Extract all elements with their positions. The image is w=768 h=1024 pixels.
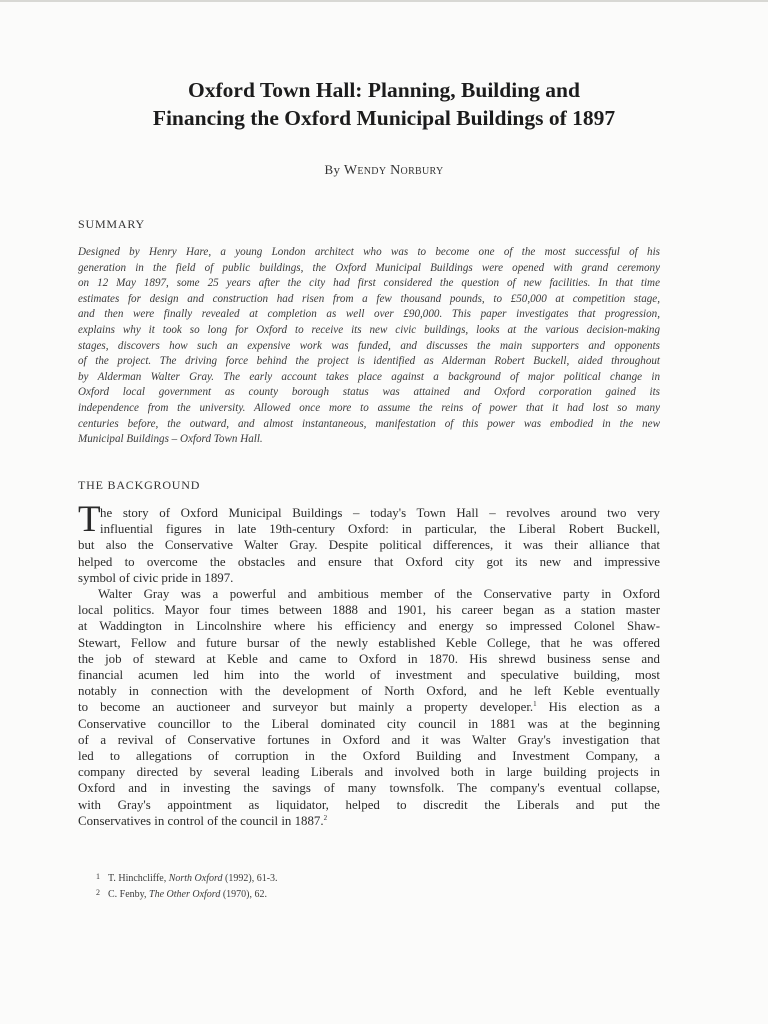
footnote-book-title: The Other Oxford: [149, 888, 221, 900]
summary-line: by Alderman Walter Gray. The early account takes place against a background of major political change in: [78, 370, 660, 383]
summary-abstract: [78, 245, 660, 448]
summary-line: Designed by Henry Hare, a young London architect who was to become one of the most successful of his: [78, 246, 660, 258]
title-line-1: Oxford Town Hall: Planning, Building and: [188, 78, 580, 102]
summary-line: Municipal Buildings – Oxford Town Hall.: [78, 433, 263, 446]
body-line: influential figures in late 19th-century Oxford: in particular, the Liberal Robert Buckell,: [100, 522, 660, 537]
body-line: helped to overcome the obstacles and ensure that Oxford city got its new and impressive: [78, 554, 660, 569]
footnote-number: 2: [96, 887, 100, 897]
body-line: Conservative councillor to the Liberal dominated city council in 1881 was at the beginning: [78, 716, 660, 731]
author-name: Wendy Norbury: [343, 163, 444, 178]
body-line: Stewart, Fellow and future bursar of the newly established Keble College, that he was offered: [78, 635, 660, 650]
summary-line: estimates for design and construction had risen from a few thousand pounds, to £50,000 at competition stage,: [78, 292, 660, 305]
body-line: symbol of civic pride in 1897.: [78, 570, 234, 585]
body-line: led to allegations of corruption in the Oxford Building and Investment Company, a: [78, 749, 660, 764]
body-line: but also the Conservative Walter Gray. Despite political differences, it was their alliance that: [78, 538, 660, 553]
footnote-ref-1[interactable]: 1: [533, 700, 537, 709]
summary-line: of the project. The driving force behind the project is identified as Alderman Robert Buckell, aided throughout: [78, 355, 660, 368]
body-line: with Gray's appointment as liquidator, helped to discredit the Liberals and put the: [78, 797, 660, 812]
body-line-text: to become an auctioneer and surveyor but mainly a property developer.: [78, 700, 534, 715]
body-line: Walter Gray was a powerful and ambitious member of the Conservative party in Oxford: [98, 587, 660, 602]
summary-line: on 12 May 1897, some 25 years after the city had first considered the question of new facilities. In that time: [78, 277, 660, 290]
body-line-with-note: [78, 699, 660, 715]
body-line: he story of Oxford Municipal Buildings – today's Town Hall – revolves around two very: [100, 506, 660, 520]
summary-line: centuries before, the outward, and almost instantaneous, manifestation of this power was embodied in the new: [78, 417, 660, 430]
summary-line: generation in the field of public buildings, the Oxford Municipal Buildings were opened with grand ceremony: [78, 261, 660, 274]
title-line-2: Financing the Oxford Municipal Buildings of 1897: [152, 106, 616, 130]
body-line-with-note: [78, 813, 660, 829]
summary-line: and then were finally revealed at completion as well over £90,000. This paper investigates that progression,: [78, 308, 660, 321]
body-line-text: Conservatives in control of the council in 1887.: [78, 813, 324, 828]
body-line: notably in connection with the development of North Oxford, and he left Keble eventually: [78, 684, 660, 699]
footnote-book-title: North Oxford: [168, 873, 223, 884]
body-line: at Waddington in Lincolnshire where his efficiency and energy so impressed Colonel Shaw-: [78, 619, 660, 634]
body-line: financial acumen led him into the world of investment and speculative building, most: [78, 668, 660, 683]
footnote-text: T. Hinchcliffe,: [108, 873, 169, 884]
body-line: local politics. Mayor four times between 1888 and 1901, his career began as a station master: [78, 603, 660, 618]
author-byline: [60, 162, 708, 179]
body-line: the job of steward at Keble and came to Oxford in 1870. His shrewd business sense and: [78, 651, 660, 666]
body-text: [78, 499, 660, 829]
footnote-text: C. Fenby,: [108, 888, 150, 900]
summary-line: independence from the university. Allowed once more to assume the reins of power that it had lost so many: [78, 401, 660, 414]
footnotes: [96, 870, 278, 901]
summary-heading: SUMMARY: [78, 217, 145, 231]
author-by: By: [324, 162, 341, 177]
body-line-text: His election as a: [536, 700, 660, 715]
page-top-edge: [0, 0, 768, 2]
footnote-1: [96, 870, 278, 886]
footnote-text: (1992), 61-3.: [222, 873, 278, 884]
drop-cap: T: [78, 499, 101, 540]
article-title: [60, 76, 708, 132]
body-line: Oxford and in investing the savings of many townsfolk. The company's eventual collapse,: [78, 781, 660, 796]
background-heading: THE BACKGROUND: [78, 478, 201, 492]
body-line: company directed by several leading Liberals and involved both in large building projects in: [78, 765, 660, 780]
summary-line: explains why it took so long for Oxford to receive its new civic buildings, looks at the various decision-making: [78, 323, 660, 336]
summary-line: stages, discovers how such an expensive work was funded, and discusses the main supporters and opponents: [78, 339, 660, 352]
summary-line: Oxford local government as county borough status was attained and Oxford corporation gained its: [78, 386, 660, 399]
footnote-number: 1: [96, 872, 100, 881]
body-line: of a revival of Conservative fortunes in Oxford and it was Walter Gray's investigation that: [78, 732, 660, 747]
footnote-text: (1970), 62.: [220, 888, 267, 900]
footnote-2: [96, 886, 278, 902]
footnote-ref-2[interactable]: 2: [323, 813, 328, 822]
